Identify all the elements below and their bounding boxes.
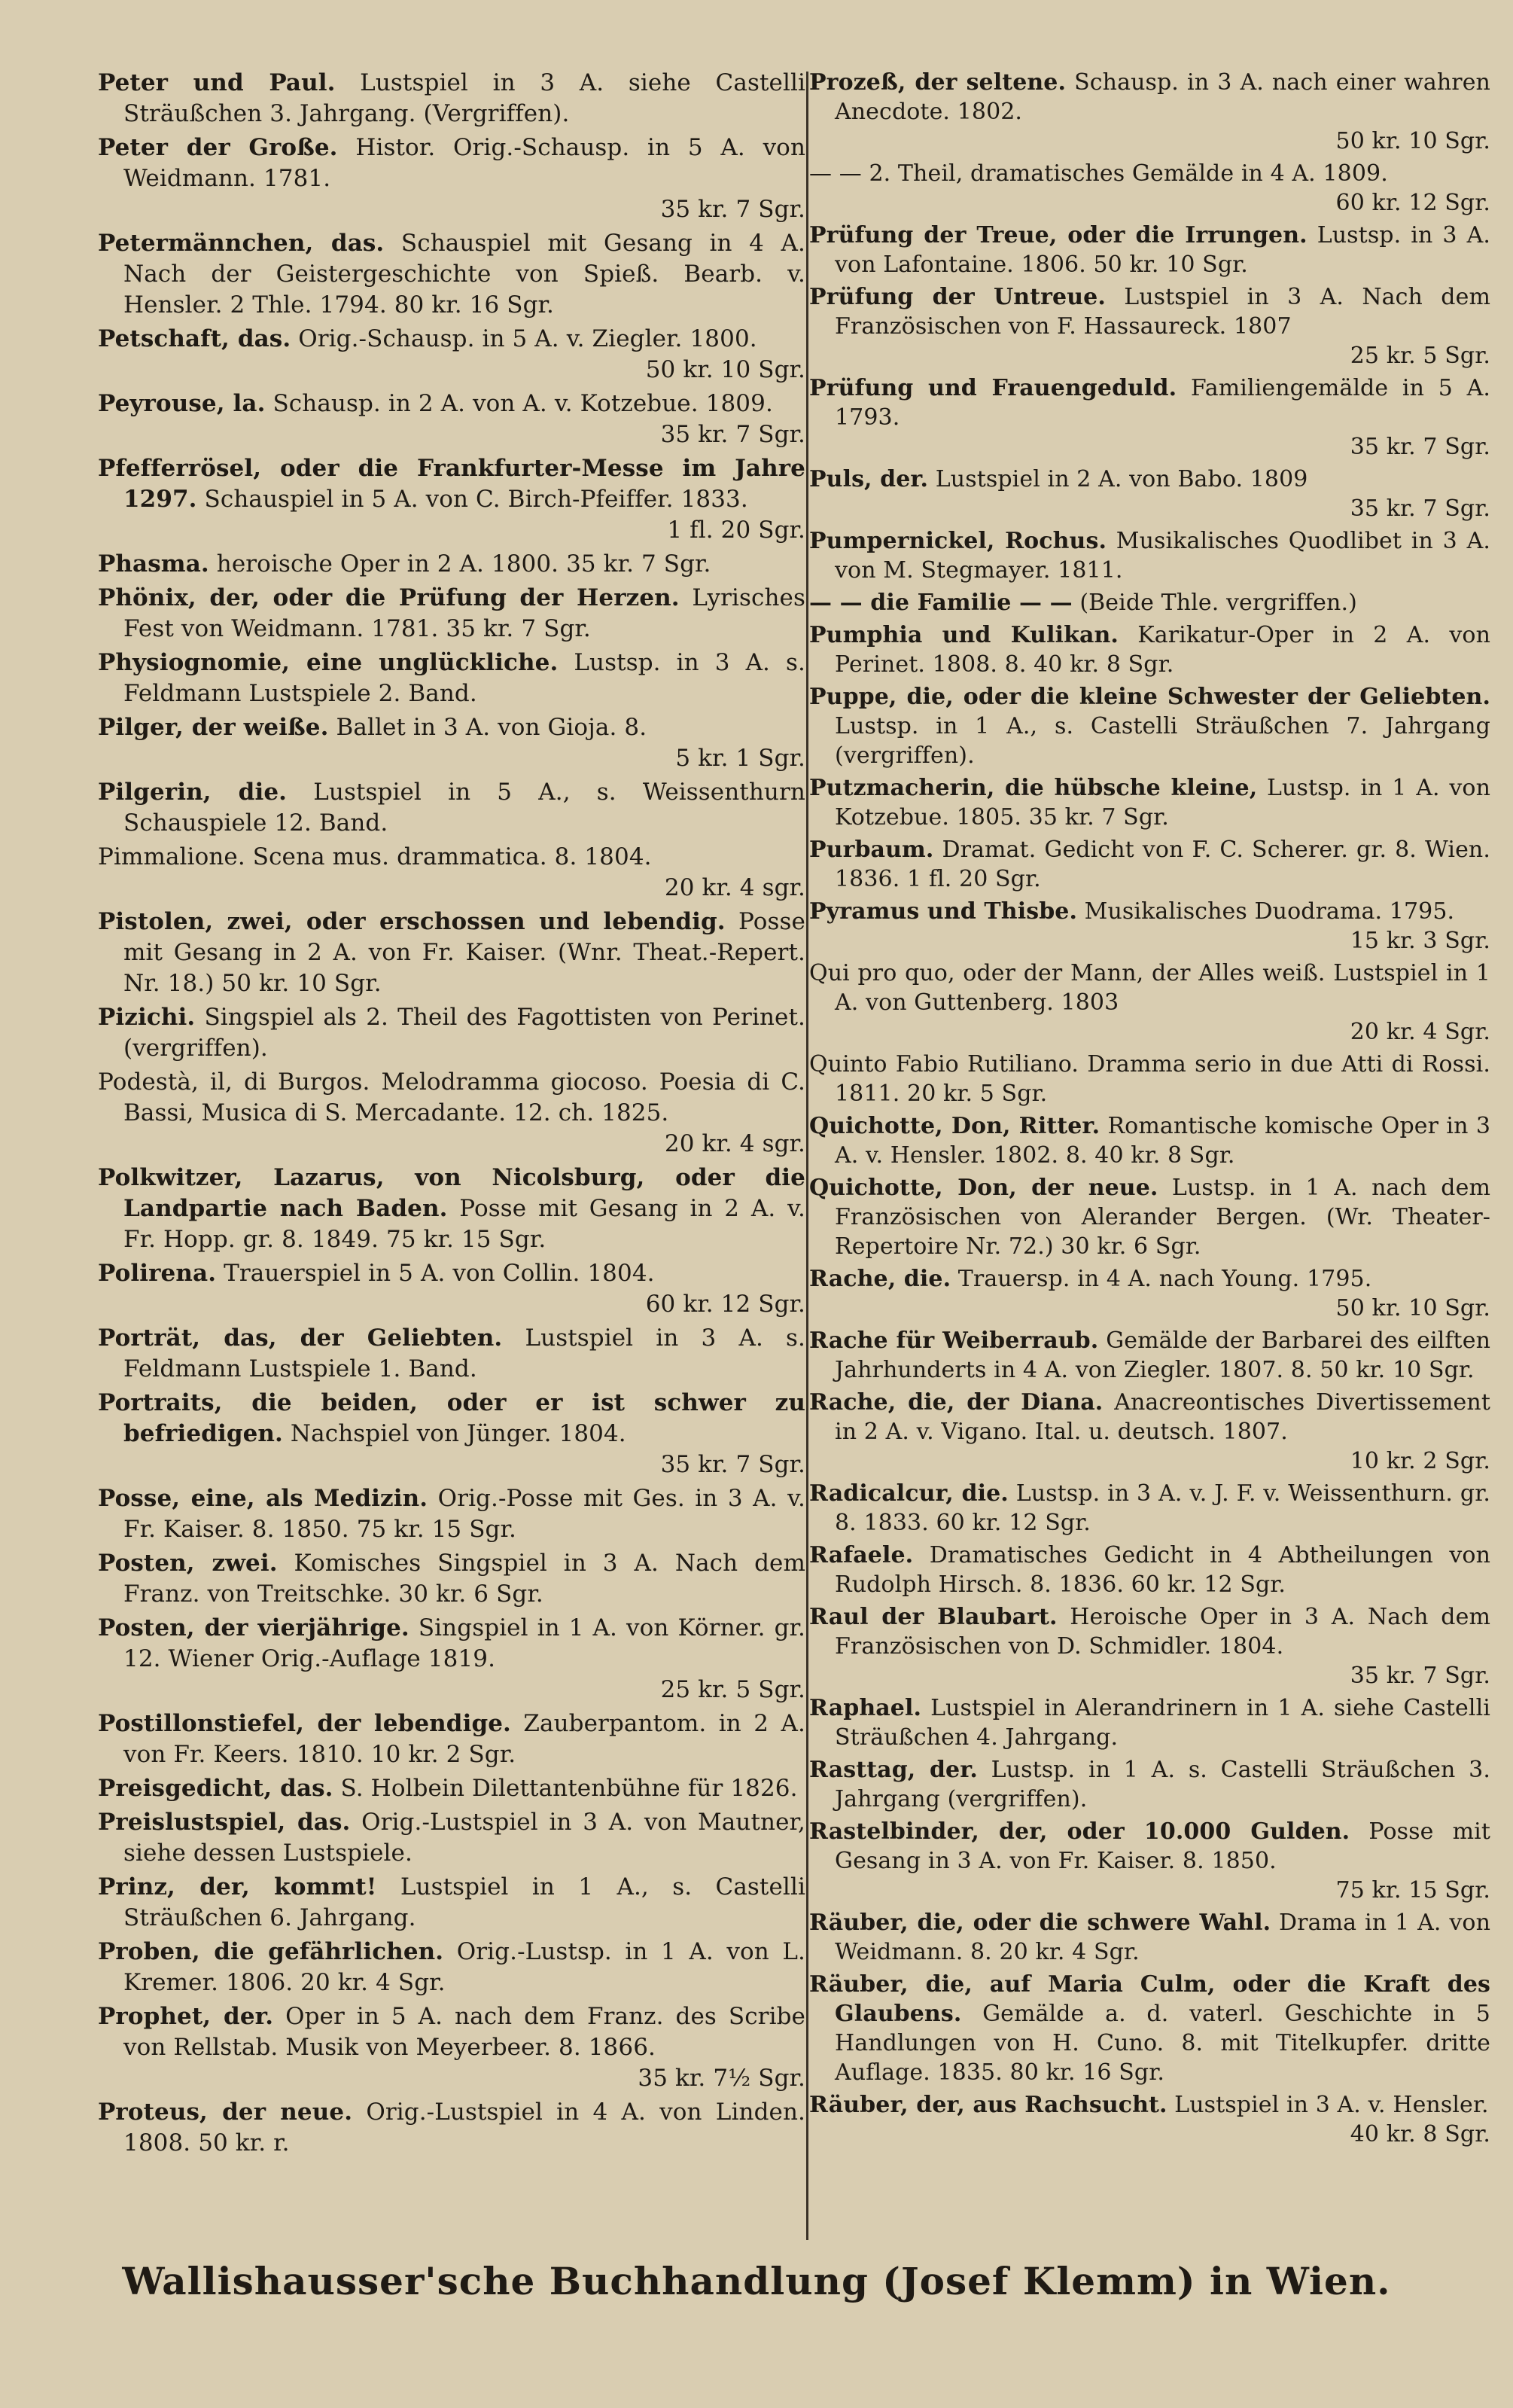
catalog-entry <box>98 1163 805 1255</box>
catalog-entry <box>809 1388 1490 1476</box>
entry-text: Posse mit Gesang in 2 A. von Fr. Kaiser. (Wnr. Theat.-Repert. Nr. 18.) 50 kr. 10 Sgr. <box>123 908 805 997</box>
entry-price: 75 kr. 15 Sgr. <box>1335 1877 1490 1904</box>
entry-price: 15 kr. 3 Sgr. <box>1350 928 1490 954</box>
entry-text: Oper in 5 A. nach dem Franz. des Scribe von Rellstab. Musik von Meyerbeer. 8. 1866. <box>123 2003 805 2061</box>
entry-text: heroische Oper in 2 A. 1800. 35 kr. 7 Sgr. <box>216 550 711 578</box>
entry-text: Orig.-Posse mit Ges. in 3 A. v. Fr. Kaiser. 8. 1850. 75 kr. 15 Sgr. <box>123 1485 805 1543</box>
catalog-entry <box>809 835 1490 894</box>
catalog-entry <box>809 1541 1490 1599</box>
entry-text: Lustsp. in 3 A. s. Feldmann Lustspiele 2. Band. <box>123 649 805 707</box>
entry-title: Rache für Weiberraub. <box>809 1327 1099 1354</box>
entry-price: 5 kr. 1 Sgr. <box>675 745 805 772</box>
catalog-entry <box>809 1326 1490 1385</box>
catalog-entry <box>98 1807 805 1869</box>
catalog-entry <box>809 1111 1490 1170</box>
entry-title: Pistolen, zwei, oder erschossen und lebendig. <box>98 908 726 935</box>
entry-title: Puppe, die, oder die kleine Schwester der Geliebten. <box>809 684 1490 710</box>
catalog-entry <box>98 1483 805 1545</box>
entry-text: Schauspiel mit Gesang in 4 A. Nach der Geistergeschichte von Spieß. Bearb. v. Hensler. 2 Thle. 1794. 80 kr. 16 Sgr. <box>123 230 805 319</box>
catalog-entry <box>98 648 805 709</box>
entry-price: 25 kr. 5 Sgr. <box>660 1676 805 1703</box>
catalog-entry <box>809 1817 1490 1905</box>
entry-text: Lustsp. in 3 A. v. J. F. v. Weissenthurn. gr. 8. 1833. 60 kr. 12 Sgr. <box>835 1480 1491 1536</box>
catalog-entry <box>809 465 1490 523</box>
entry-text: Romantische komische Oper in 3 A. v. Hensler. 1802. 8. 40 kr. 8 Sgr. <box>835 1113 1491 1169</box>
entry-text: Schauspiel in 5 A. von C. Birch-Pfeiffer. 1833. <box>204 486 748 513</box>
entry-title: Phönix, der, oder die Prüfung der Herzen. <box>98 584 680 611</box>
entry-title: Quichotte, Don, Ritter. <box>809 1113 1101 1139</box>
entry-price: 50 kr. 10 Sgr. <box>1335 128 1490 154</box>
entry-title: Rache, die, der Diana. <box>809 1389 1104 1416</box>
catalog-entry <box>809 1602 1490 1690</box>
catalog-entry <box>98 1937 805 1998</box>
catalog-entry <box>809 1264 1490 1323</box>
catalog-entry <box>809 897 1490 956</box>
catalog-entry <box>809 68 1490 156</box>
entry-price: 40 kr. 8 Sgr. <box>1350 2121 1490 2147</box>
entry-price: 35 kr. 7½ Sgr. <box>638 2065 805 2092</box>
entry-text: Lustspiel in Alerandrinern in 1 A. siehe Castelli Sträußchen 4. Jahrgang. <box>835 1695 1490 1751</box>
entry-title: Pilgerin, die. <box>98 779 288 806</box>
column-divider <box>806 72 808 2240</box>
entry-title: Petschaft, das. <box>98 325 291 352</box>
entry-title: Prophet, der. <box>98 2003 274 2030</box>
entry-text: Orig.-Lustspiel in 4 A. von Linden. 1808. 50 kr. r. <box>123 2099 805 2157</box>
entry-title: Räuber, der, aus Rachsucht. <box>809 2092 1167 2118</box>
entry-title: Proteus, der neue. <box>98 2099 353 2126</box>
catalog-entry <box>98 389 805 450</box>
catalog-entry <box>98 777 805 839</box>
entry-price: 35 kr. 7 Sgr. <box>660 421 805 448</box>
catalog-entry <box>98 712 805 774</box>
entry-text: Zauberpantom. in 2 A. von Fr. Keers. 1810. 10 kr. 2 Sgr. <box>123 1710 805 1768</box>
entry-text: Lustspiel in 1 A., s. Castelli Sträußchen 6. Jahrgang. <box>123 1873 805 1931</box>
entry-text: Lustspiel in 5 A., s. Weissenthurn Schauspiele 12. Band. <box>123 779 805 837</box>
entry-title: Peter und Paul. <box>98 69 336 96</box>
entry-title: Rafaele. <box>809 1542 914 1568</box>
entry-title: Pizichi. <box>98 1004 196 1031</box>
entry-price: 35 kr. 7 Sgr. <box>660 1451 805 1478</box>
catalog-entry <box>98 228 805 321</box>
entry-text: Trauersp. in 4 A. nach Young. 1795. <box>957 1266 1372 1292</box>
entry-text: Lustsp. in 3 A. von Lafontaine. 1806. 50 kr. 10 Sgr. <box>835 222 1491 278</box>
entry-text: Singspiel in 1 A. von Körner. gr. 12. Wiener Orig.-Auflage 1819. <box>123 1614 805 1672</box>
entry-title: Radicalcur, die. <box>809 1480 1009 1507</box>
entry-text: Posse mit Gesang in 3 A. von Fr. Kaiser. 8. 1850. <box>835 1818 1490 1874</box>
entry-price: 60 kr. 12 Sgr. <box>1335 190 1490 216</box>
entry-text: Lustsp. in 1 A. s. Castelli Sträußchen 3. Jahrgang (vergriffen). <box>835 1757 1490 1812</box>
entry-text: Schausp. in 3 A. nach einer wahren Anecdote. 1802. <box>835 69 1490 125</box>
catalog-entry <box>98 453 805 546</box>
entry-title: Raphael. <box>809 1695 922 1721</box>
catalog-entry <box>809 1693 1490 1752</box>
entry-text: Anacreontisches Divertissement in 2 A. v. Vigano. Ital. u. deutsch. 1807. <box>835 1389 1490 1445</box>
catalog-entry <box>98 842 805 904</box>
entry-text: Lustsp. in 1 A. nach dem Französischen von Alerander Bergen. (Wr. Theater-Repertoire Nr. 72.) 30 kr. 6 Sgr. <box>835 1175 1490 1260</box>
entry-title: Prinz, der, kommt! <box>98 1873 377 1900</box>
catalog-entry <box>98 549 805 580</box>
catalog-entry <box>98 1067 805 1160</box>
entry-title: Räuber, die, auf Maria Culm, oder die Kraft des Glaubens. <box>809 1971 1490 2027</box>
entry-title: Purbaum. <box>809 837 934 863</box>
entry-title: Pumphia und Kulikan. <box>809 622 1119 648</box>
entry-text: S. Holbein Dilettantenbühne für 1826. <box>340 1775 798 1802</box>
entry-text: Dramatisches Gedicht in 4 Abtheilungen von Rudolph Hirsch. 8. 1836. 60 kr. 12 Sgr. <box>835 1542 1491 1598</box>
entry-title: Posse, eine, als Medizin. <box>98 1485 428 1512</box>
catalog-entry <box>809 159 1490 218</box>
catalog-entry <box>98 1002 805 1064</box>
entry-price: 35 kr. 7 Sgr. <box>1350 1663 1490 1689</box>
entry-text: Ballet in 3 A. von Gioja. 8. <box>336 714 647 741</box>
entry-title: Rastelbinder, der, oder 10.000 Gulden. <box>809 1818 1350 1845</box>
entry-text: (Beide Thle. vergriffen.) <box>1079 590 1357 616</box>
entry-text: Lustspiel in 3 A. s. Feldmann Lustspiele 1. Band. <box>123 1324 805 1382</box>
catalog-entry <box>809 1755 1490 1814</box>
entry-text: Lustsp. in 1 A. von Kotzebue. 1805. 35 kr. 7 Sgr. <box>835 775 1490 831</box>
entry-text: Lustspiel in 2 A. von Babo. 1809 <box>935 466 1308 492</box>
entry-text: — — 2. Theil, dramatisches Gemälde in 4 A. 1809. <box>809 160 1388 187</box>
catalog-entry <box>98 68 805 130</box>
right-column <box>809 68 1490 2152</box>
catalog-entry <box>98 2001 805 2094</box>
entry-text: Lustspiel in 3 A. v. Hensler. <box>1174 2092 1489 2118</box>
catalog-entry <box>98 1708 805 1770</box>
entry-title: Preisgedicht, das. <box>98 1775 333 1802</box>
left-column <box>98 68 805 2162</box>
entry-text: Singspiel als 2. Theil des Fagottisten von Perinet. (vergriffen). <box>123 1004 805 1062</box>
entry-title: Porträt, das, der Geliebten. <box>98 1324 503 1352</box>
entry-title: Prüfung und Frauengeduld. <box>809 375 1177 401</box>
catalog-entry <box>98 583 805 645</box>
entry-title: Raul der Blaubart. <box>809 1604 1058 1630</box>
catalog-entry <box>809 1173 1490 1261</box>
catalog-entry <box>809 2090 1490 2149</box>
entry-text: Pimmalione. Scena mus. drammatica. 8. 1804. <box>98 843 652 870</box>
entry-price: 35 kr. 7 Sgr. <box>660 196 805 223</box>
entry-text: Posse mit Gesang in 2 A. v. Fr. Hopp. gr. 8. 1849. 75 kr. 15 Sgr. <box>123 1195 805 1253</box>
entry-text: Drama in 1 A. von Weidmann. 8. 20 kr. 4 Sgr. <box>835 1910 1490 1965</box>
entry-title: Peter der Große. <box>98 134 338 161</box>
catalog-entry <box>98 1548 805 1610</box>
entry-text: Histor. Orig.-Schausp. in 5 A. von Weidmann. 1781. <box>123 134 806 192</box>
entry-title: Phasma. <box>98 550 209 578</box>
entry-text: Schausp. in 2 A. von A. v. Kotzebue. 1809. <box>272 390 773 417</box>
entry-text: Podestà, il, di Burgos. Melodramma giocoso. Poesia di C. Bassi, Musica di S. Mercadante. 12. ch. 1825. <box>98 1068 805 1126</box>
entry-title: Pumpernickel, Rochus. <box>809 528 1107 554</box>
catalog-entry <box>98 133 805 225</box>
entry-title: Prüfung der Treue, oder die Irrungen. <box>809 222 1308 248</box>
catalog-entry <box>809 282 1490 370</box>
entry-price: 50 kr. 10 Sgr. <box>1335 1295 1490 1321</box>
entry-title: Proben, die gefährlichen. <box>98 1938 444 1965</box>
entry-title: Rasttag, der. <box>809 1757 978 1783</box>
catalog-entry <box>809 373 1490 462</box>
entry-text: Orig.-Lustspiel in 3 A. von Mautner, siehe dessen Lustspiele. <box>123 1809 805 1867</box>
entry-price: 20 kr. 4 Sgr. <box>1350 1019 1490 1045</box>
catalog-entry <box>809 1908 1490 1967</box>
entry-text: Gemälde a. d. vaterl. Geschichte in 5 Handlungen von H. Cuno. 8. mit Titelkupfer. dritte Auflage. 1835. 80 kr. 16 Sgr. <box>835 2001 1490 2086</box>
entry-title: Polkwitzer, Lazarus, von Nicolsburg, oder die Landpartie nach Baden. <box>98 1164 805 1222</box>
entry-price: 20 kr. 4 sgr. <box>664 874 805 901</box>
catalog-entry <box>809 526 1490 585</box>
entry-price: 1 fl. 20 Sgr. <box>667 517 805 544</box>
entry-text: Lyrisches Fest von Weidmann. 1781. 35 kr. 7 Sgr. <box>123 584 805 642</box>
entry-title: Rache, die. <box>809 1266 951 1292</box>
entry-text: Lustsp. in 1 A., s. Castelli Sträußchen 7. Jahrgang (vergriffen). <box>835 713 1490 769</box>
catalog-entry <box>98 324 805 386</box>
publisher-footer: Wallishausser'sche Buchhandlung (Josef Klemm) in Wien. <box>122 2259 1391 2303</box>
catalog-entry <box>809 682 1490 770</box>
entry-title: Posten, zwei. <box>98 1550 278 1577</box>
entry-title: Pfefferrösel, oder die Frankfurter-Messe im Jahre 1297. <box>98 455 805 513</box>
entry-title: Polirena. <box>98 1260 217 1287</box>
entry-text: Komisches Singspiel in 3 A. Nach dem Franz. von Treitschke. 30 kr. 6 Sgr. <box>123 1550 805 1608</box>
entry-price: 50 kr. 10 Sgr. <box>645 356 805 383</box>
entry-title: Peyrouse, la. <box>98 390 266 417</box>
entry-price: 35 kr. 7 Sgr. <box>1350 495 1490 522</box>
catalog-entry <box>809 620 1490 679</box>
entry-text: Trauerspiel in 5 A. von Collin. 1804. <box>224 1260 655 1287</box>
catalog-entry <box>98 1323 805 1385</box>
catalog-entry <box>809 588 1490 617</box>
entry-text: Qui pro quo, oder der Mann, der Alles weiß. Lustspiel in 1 A. von Guttenberg. 1803 <box>809 960 1490 1016</box>
catalog-entry <box>809 1479 1490 1538</box>
entry-title: Petermännchen, das. <box>98 230 385 257</box>
entry-text: Dramat. Gedicht von F. C. Scherer. gr. 8. Wien. 1836. 1 fl. 20 Sgr. <box>835 837 1490 892</box>
catalog-entry <box>98 1872 805 1934</box>
entry-text: Orig.-Schausp. in 5 A. v. Ziegler. 1800. <box>298 325 757 352</box>
entry-title: Preislustspiel, das. <box>98 1809 351 1836</box>
entry-price: 25 kr. 5 Sgr. <box>1350 343 1490 369</box>
entry-price: 20 kr. 4 sgr. <box>664 1130 805 1157</box>
entry-text: Orig.-Lustsp. in 1 A. von L. Kremer. 1806. 20 kr. 4 Sgr. <box>123 1938 805 1996</box>
entry-title: — — die Familie — — <box>809 590 1073 616</box>
entry-title: Räuber, die, oder die schwere Wahl. <box>809 1910 1271 1936</box>
entry-text: Nachspiel von Jünger. 1804. <box>290 1420 626 1447</box>
catalog-entry <box>98 1258 805 1320</box>
entry-title: Pilger, der weiße. <box>98 714 329 741</box>
catalog-entry <box>809 221 1490 279</box>
catalog-entry <box>809 1050 1490 1108</box>
entry-title: Puls, der. <box>809 466 929 492</box>
catalog-entry <box>809 959 1490 1047</box>
entry-price: 10 kr. 2 Sgr. <box>1350 1448 1490 1474</box>
entry-text: Lustspiel in 3 A. Nach dem Französischen von F. Hassaureck. 1807 <box>835 284 1490 340</box>
entry-text: Quinto Fabio Rutiliano. Dramma serio in due Atti di Rossi. 1811. 20 kr. 5 Sgr. <box>809 1051 1490 1107</box>
entry-title: Postillonstiefel, der lebendige. <box>98 1710 511 1737</box>
catalog-entry <box>98 2097 805 2159</box>
entry-title: Physiognomie, eine unglückliche. <box>98 649 559 676</box>
entry-price: 60 kr. 12 Sgr. <box>645 1291 805 1318</box>
entry-title: Putzmacherin, die hübsche kleine, <box>809 775 1258 801</box>
entry-title: Quichotte, Don, der neue. <box>809 1175 1158 1201</box>
entry-text: Heroische Oper in 3 A. Nach dem Französischen von D. Schmidler. 1804. <box>835 1604 1490 1660</box>
entry-title: Pyramus und Thisbe. <box>809 898 1077 925</box>
entry-text: Familiengemälde in 5 A. 1793. <box>835 375 1490 431</box>
catalog-entry <box>98 1388 805 1480</box>
entry-text: Gemälde der Barbarei des eilften Jahrhunderts in 4 A. von Ziegler. 1807. 8. 50 kr. 10 Sgr. <box>835 1327 1490 1383</box>
catalog-entry <box>809 773 1490 832</box>
catalog-entry <box>809 1970 1490 2087</box>
entry-price: 35 kr. 7 Sgr. <box>1350 434 1490 460</box>
catalog-entry <box>98 1613 805 1705</box>
entry-text: Musikalisches Quodlibet in 3 A. von M. Stegmayer. 1811. <box>835 528 1490 584</box>
entry-text: Musikalisches Duodrama. 1795. <box>1084 898 1455 925</box>
catalog-entry <box>98 907 805 999</box>
entry-title: Portraits, die beiden, oder er ist schwer zu befriedigen. <box>98 1389 805 1447</box>
entry-title: Prozeß, der seltene. <box>809 69 1067 96</box>
entry-text: Lustspiel in 3 A. siehe Castelli Sträußchen 3. Jahrgang. (Vergriffen). <box>123 69 805 127</box>
entry-title: Prüfung der Untreue. <box>809 284 1106 310</box>
entry-text: Karikatur-Oper in 2 A. von Perinet. 1808. 8. 40 kr. 8 Sgr. <box>835 622 1490 678</box>
catalog-entry <box>98 1773 805 1804</box>
entry-title: Posten, der vierjährige. <box>98 1614 409 1641</box>
